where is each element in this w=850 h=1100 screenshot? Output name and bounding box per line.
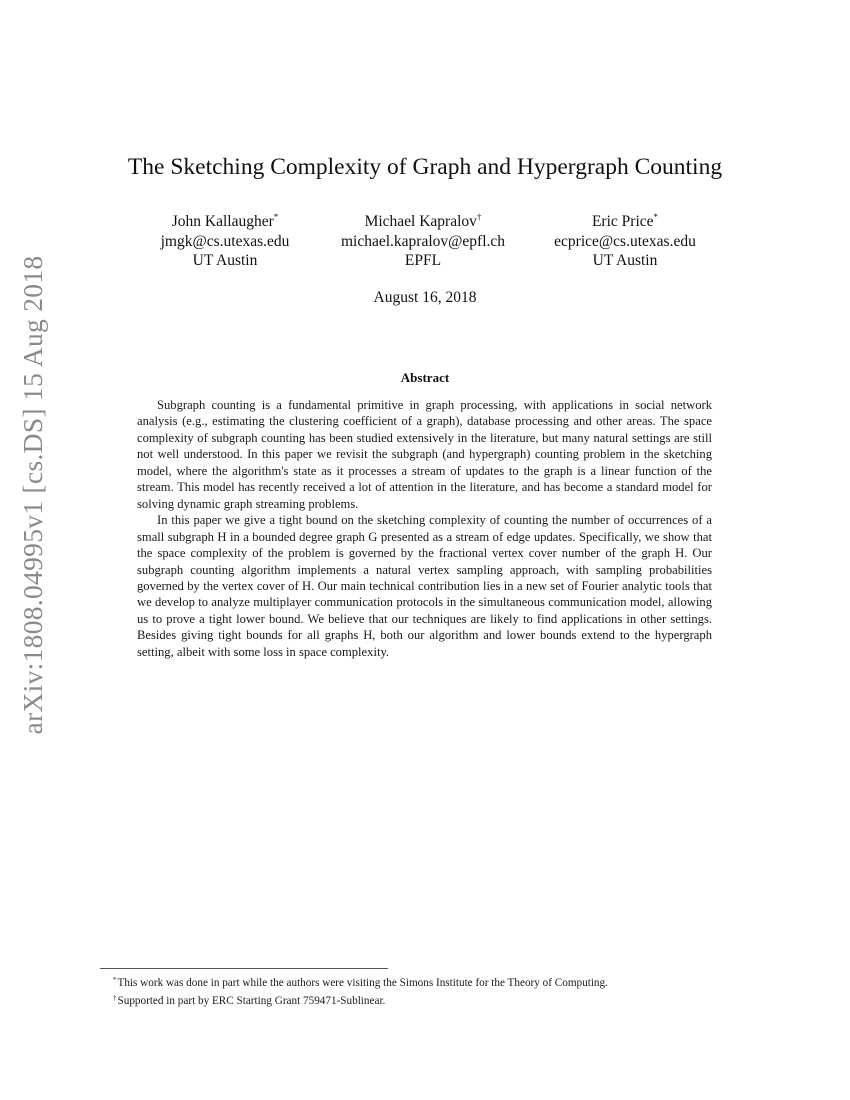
footnote-divider [100, 968, 388, 969]
paper-title: The Sketching Complexity of Graph and Hypergraph Counting [127, 154, 723, 180]
author-affiliation: UT Austin [192, 252, 258, 270]
footnote-1 [113, 973, 763, 991]
footnote-text: Supported in part by ERC Starting Grant 759471-Sublinear. [117, 995, 386, 1007]
author-name: Michael Kapralov [364, 213, 477, 231]
footnote-mark: † [113, 994, 117, 1002]
abstract-body [137, 397, 712, 660]
author-footnote-mark: * [273, 212, 279, 222]
footnote-text: This work was done in part while the authors were visiting the Simons Institute for the Theory of Computing. [117, 977, 608, 989]
abstract-paragraph-2: In this paper we give a tight bound on the sketching complexity of counting the number of occurrences of a small subgraph H in a bounded degree graph G presented as a stream of edge updates. Specifically, we show that the space complexity of the problem is governed by the fractional vertex cover number of the graph H. Our subgraph counting algorithm implements a natural vertex sampling approach, with sampling probabilities governed by the vertex cover of H. Our main technical contribution lies in a new set of Fourier analytic tools that we develop to analyze multiplayer communication protocols in the simultaneous communication model, allowing us to prove a tight lower bound. We believe that our techniques are likely to find applications in other settings. Besides giving tight bounds for all graphs H, both our algorithm and lower bounds extend to the hypergraph setting, albeit with some loss in space complexity. [137, 513, 712, 659]
arxiv-stamp-text: arXiv:1808.04995v1 [cs.DS] 15 Aug 2018 [17, 255, 48, 735]
footnote-mark: * [113, 976, 117, 984]
footnote-2 [113, 991, 763, 1009]
abstract-paragraph-1: Subgraph counting is a fundamental primitive in graph processing, with applications in social network analysis (e.g., estimating the clustering coefficient of a graph), database processing and other areas. The space complexity of subgraph counting has been studied extensively in the literature, but many natural settings are still not well understood. In this paper we revisit the subgraph (and hypergraph) counting problem in the sketching model, where the algorithm's state as it processes a stream of updates to the graph is a linear function of the stream. This model has recently received a lot of attention in the literature, and has become a standard model for solving dynamic graph streaming problems. [137, 398, 712, 511]
author-footnote-mark: * [653, 212, 659, 222]
author-email: ecprice@cs.utexas.edu [554, 232, 696, 250]
arxiv-identifier-stamp [13, 255, 53, 735]
author-footnote-mark: † [476, 212, 482, 222]
author-email: michael.kapralov@epfl.ch [340, 232, 506, 250]
footnotes [113, 973, 763, 1009]
author-1 [140, 208, 310, 271]
abstract-heading: Abstract [400, 370, 450, 385]
author-2 [323, 208, 523, 271]
author-affiliation: UT Austin [592, 252, 658, 270]
author-email: jmgk@cs.utexas.edu [160, 232, 290, 250]
author-name: Eric Price [591, 213, 654, 231]
author-3 [535, 208, 715, 271]
author-name: John Kallaugher [171, 213, 274, 231]
paper-date: August 16, 2018 [373, 289, 477, 306]
author-affiliation: EPFL [404, 252, 442, 270]
